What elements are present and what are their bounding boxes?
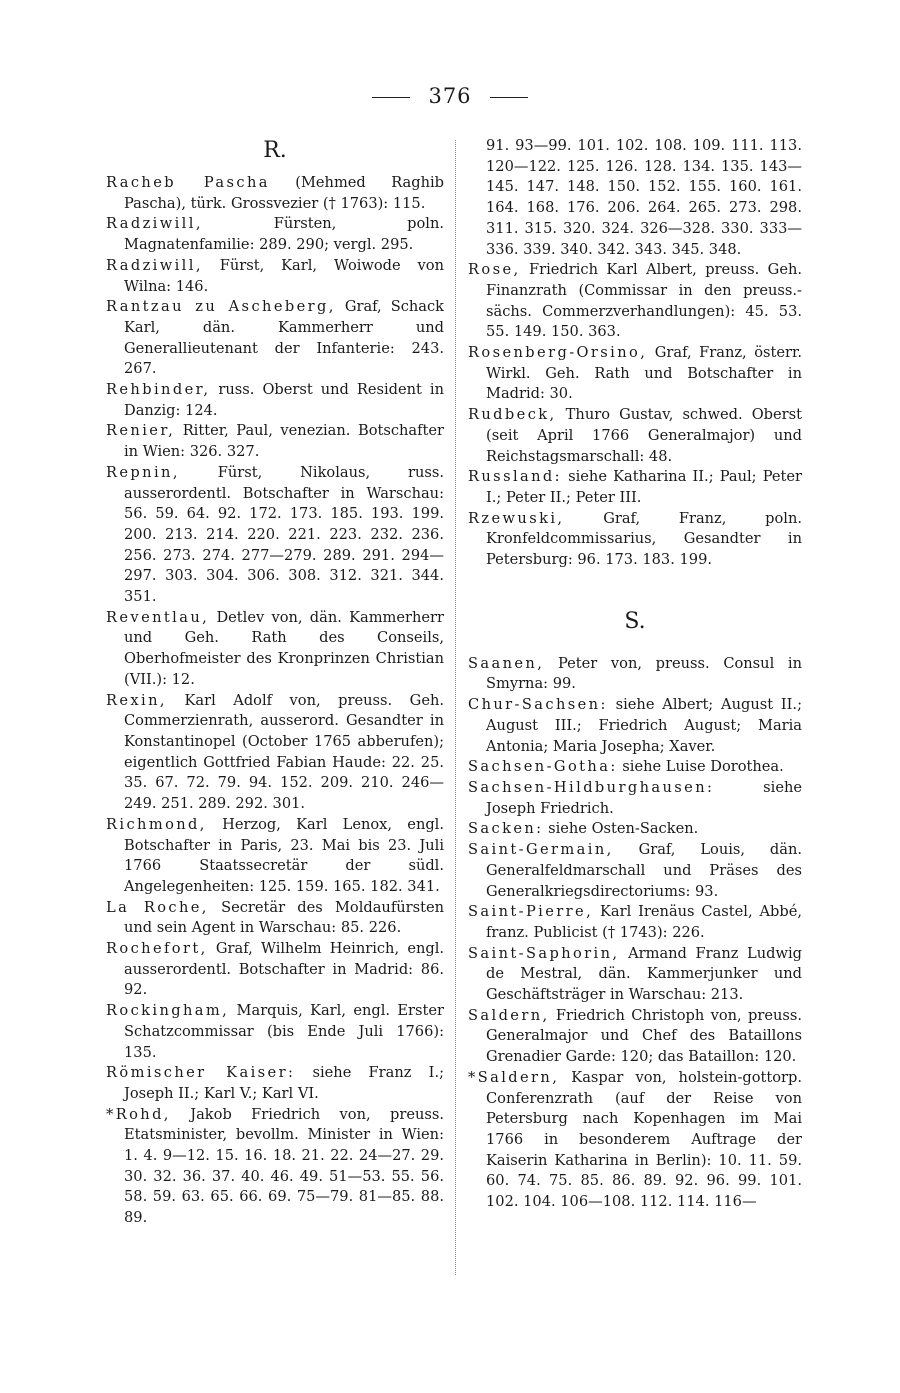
right-entries-s (468, 654, 802, 1213)
entry-name: Rockingham, (106, 1002, 230, 1020)
index-entry (468, 778, 802, 819)
index-entry (468, 1068, 802, 1213)
right-column (468, 136, 802, 1213)
entry-text: siehe Franz I.; Joseph II.; Karl V.; Karl VI. (124, 1064, 444, 1102)
entry-name: Radziwill, (106, 256, 203, 274)
index-entry (106, 608, 444, 691)
index-entry (106, 173, 444, 214)
entry-text: Secretär des Moldaufürsten und sein Agent in Warschau: 85. 226. (124, 898, 444, 937)
entry-name: Radziwill, (106, 215, 203, 233)
index-entry (468, 1006, 802, 1068)
index-entry (106, 1001, 444, 1063)
index-entry (468, 654, 802, 695)
entry-name: La Roche, (106, 898, 209, 916)
entry-text: Graf, Franz, poln. Kronfeldcommissarius, Gesandter in Petersburg: 96. 173. 183. 199. (486, 509, 802, 569)
entry-name: *Saldern, (468, 1068, 560, 1086)
header-dash-right (490, 97, 528, 98)
entry-name: Saanen, (468, 654, 545, 672)
index-entry (106, 297, 444, 380)
entry-name: Saint-Germain, (468, 841, 614, 859)
entry-text: siehe Luise Dorothea. (617, 758, 784, 776)
index-entry (106, 421, 444, 462)
index-entry (106, 691, 444, 815)
entry-name: Saint-Pierre, (468, 903, 594, 921)
index-entry (106, 939, 444, 1001)
continuation-text: 91. 93—99. 101. 102. 108. 109. 111. 113. 120—122. 125. 126. 128. 134. 135. 143—145. 147. 148. 150. 152. 155. 160. 161. 164. 168. 176. 206. 264. 265. 273. 298. 311. 315. 320. 324. 326—328. 330. 333—336. 339. 340. 342. 343. 345. 348. (486, 137, 802, 258)
entry-text: Fürst, Nikolaus, russ. ausserordentl. Botschafter in Warschau: 56. 59. 64. 92. 172. 173. 185. 193. 199. 200. 213. 214. 220. 221. 223. 232. 236. 256. 273. 274. 277—279. 289. 291. 294—297. 303. 304. 306. 308. 312. 321. 344. 351. (124, 463, 444, 606)
index-entry (468, 260, 802, 343)
section-letter-s: S. (624, 608, 646, 634)
entry-name: Saint-Saphorin, (468, 944, 620, 962)
entry-name: Repnin, (106, 463, 180, 481)
entry-text: Kaspar von, holstein-gottorp. Conferenzrath (auf der Reise von Petersburg nach Kopenhagen im Mai 1766 in besonderem Auftrage der Kaiserin Katharina in Berlin): 10. 11. 59. 60. 74. 75. 85. 86. 89. 92. 96. 99. 101. 102. 104. 106—108. 112. 114. 116— (486, 1068, 802, 1211)
entry-name: Rosenberg-Orsino, (468, 344, 648, 362)
index-entry (468, 695, 802, 757)
entry-name: Richmond, (106, 815, 207, 833)
entry-text: Fürsten, poln. Magnatenfamilie: 289. 290; vergl. 295. (124, 215, 444, 254)
entry-text: siehe Osten-Sacken. (543, 820, 699, 838)
entry-text: Ritter, Paul, venezian. Botschafter in Wien: 326. 327. (124, 422, 444, 461)
right-entries-r (468, 260, 802, 571)
entry-text: Armand Franz Ludwig de Mestral, dän. Kammerjunker und Geschäftsträger in Warschau: 213. (486, 944, 802, 1004)
entry-name: Rose, (468, 261, 521, 279)
entry-name: Rzewuski, (468, 509, 565, 527)
entry-text: Friedrich Karl Albert, preuss. Geh. Finanzrath (Commissar in den preuss.-sächs. Commerzverhandlungen): 45. 53. 55. 149. 150. 363. (486, 261, 802, 341)
index-entry (106, 256, 444, 297)
index-entry (468, 757, 802, 778)
entry-name: Rehbinder, (106, 381, 211, 399)
entry-name: Sachsen-Hildburghausen: (468, 778, 715, 796)
entry-name: Rantzau zu Ascheberg, (106, 298, 336, 316)
entry-text: Fürst, Karl, Woiwode von Wilna: 146. (124, 256, 444, 295)
entry-text: Graf, Wilhelm Heinrich, engl. ausserordentl. Botschafter in Madrid: 86. 92. (124, 940, 444, 999)
entry-name: Renier, (106, 422, 176, 440)
entry-text: Jakob Friedrich von, preuss. Etatsminister, bevollm. Minister in Wien: 1. 4. 9—12. 15. 16. 18. 21. 22. 24—27. 29. 30. 32. 36. 37. 40. 46. 49. 51—53. 55. 56. 58. 59. 63. 65. 66. 69. 75—79. 81—85. 88. 89. (124, 1105, 444, 1227)
index-entry (468, 467, 802, 508)
entry-text: Thuro Gustav, schwed. Oberst (seit April 1766 Generalmajor) und Reichstagsmarschall: 48. (486, 406, 802, 465)
entry-name: Sacken: (468, 820, 544, 838)
index-entry (106, 1105, 444, 1229)
entry-text: russ. Oberst und Resident in Danzig: 124. (124, 381, 444, 419)
entry-name: Rochefort, (106, 940, 208, 958)
index-entry (106, 898, 444, 939)
index-entry (468, 944, 802, 1006)
index-entry (106, 214, 444, 255)
entry-text: Graf, Schack Karl, dän. Kammerherr und Generallieutenant der Infanterie: 243. 267. (124, 298, 444, 378)
entry-name: Reventlau, (106, 608, 210, 626)
entry-text: (Mehmed Raghib Pascha), türk. Grossvezier († 1763): 115. (124, 174, 444, 212)
entry-name: Racheb Pascha (106, 174, 270, 191)
page-number: 376 (428, 84, 472, 108)
entry-text: Karl Adolf von, preuss. Geh. Commerzienrath, ausserord. Gesandter in Konstantinopel (October 1765 abberufen); eigentlich Gottfried Fabian Haude: 22. 25. 35. 67. 72. 79. 94. 152. 209. 210. 246—249. 251. 289. 292. 301. (124, 691, 444, 813)
entry-name: Rexin, (106, 691, 167, 709)
index-entry (106, 815, 444, 898)
entry-text: Graf, Louis, dän. Generalfeldmarschall und Präses des Generalkriegsdirectoriums: 93. (486, 841, 802, 900)
index-entry (106, 463, 444, 608)
index-entry (468, 405, 802, 467)
entry-text: Graf, Franz, österr. Wirkl. Geh. Rath und Botschafter in Madrid: 30. (486, 344, 802, 403)
entry-text: siehe Albert; August II.; August III.; Friedrich August; Maria Antonia; Maria Josepha; Xaver. (486, 696, 802, 755)
entry-name: Russland: (468, 468, 562, 486)
entry-name: Rudbeck, (468, 406, 557, 424)
index-entry (468, 343, 802, 405)
section-letter-r: R. (263, 138, 287, 163)
left-column (106, 132, 444, 1229)
page-header (0, 84, 900, 108)
entry-name: Saldern, (468, 1006, 550, 1024)
index-entry (106, 380, 444, 421)
entry-text: Herzog, Karl Lenox, engl. Botschafter in Paris, 23. Mai bis 23. Juli 1766 Staatssecretär der südl. Angelegenheiten: 125. 159. 165. 182. 341. (124, 815, 444, 895)
entry-text: Peter von, preuss. Consul in Smyrna: 99. (486, 654, 802, 693)
index-entry (468, 819, 802, 840)
entry-name: *Rohd, (106, 1105, 171, 1123)
index-entry (468, 902, 802, 943)
left-entries (106, 173, 444, 1229)
entry-text: Karl Irenäus Castel, Abbé, franz. Publicist († 1743): 226. (486, 903, 802, 941)
entry-text: siehe Joseph Friedrich. (486, 778, 802, 817)
entry-text: Marquis, Karl, engl. Erster Schatzcommissar (bis Ende Juli 1766): 135. (124, 1002, 444, 1061)
entry-text: Detlev von, dän. Kammerherr und Geh. Rath des Conseils, Oberhofmeister des Kronprinzen Christian (VII.): 12. (124, 608, 444, 688)
index-entry (468, 509, 802, 571)
entry-text: siehe Katharina II.; Paul; Peter I.; Peter II.; Peter III. (486, 468, 802, 506)
index-entry (106, 1063, 444, 1104)
index-entry (468, 840, 802, 902)
entry-name: Chur-Sachsen: (468, 696, 608, 714)
entry-name: Römischer Kaiser: (106, 1064, 296, 1082)
entry-name: Sachsen-Gotha: (468, 758, 618, 776)
entry-text: Friedrich Christoph von, preuss. Generalmajor und Chef des Bataillons Grenadier Garde: 120; das Bataillon: 120. (486, 1006, 802, 1066)
header-dash-left (372, 97, 410, 98)
column-divider (455, 140, 456, 1275)
